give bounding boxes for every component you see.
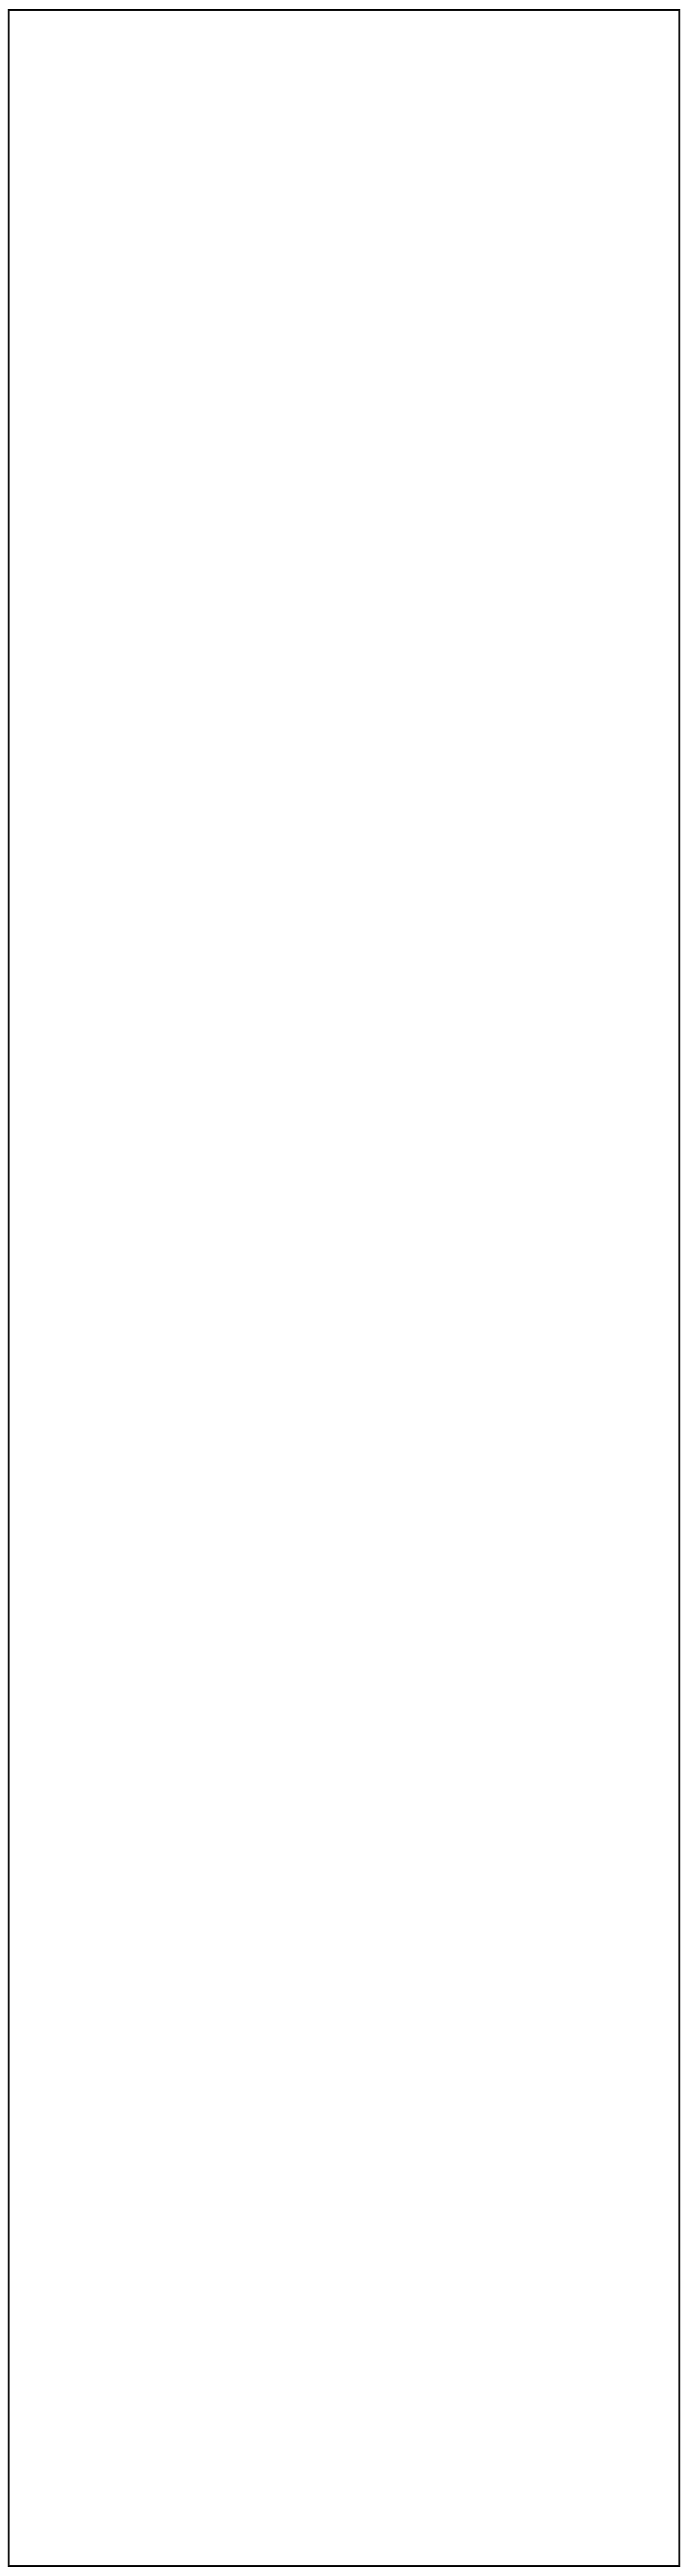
wanted-list-sheet (8, 9, 680, 2567)
